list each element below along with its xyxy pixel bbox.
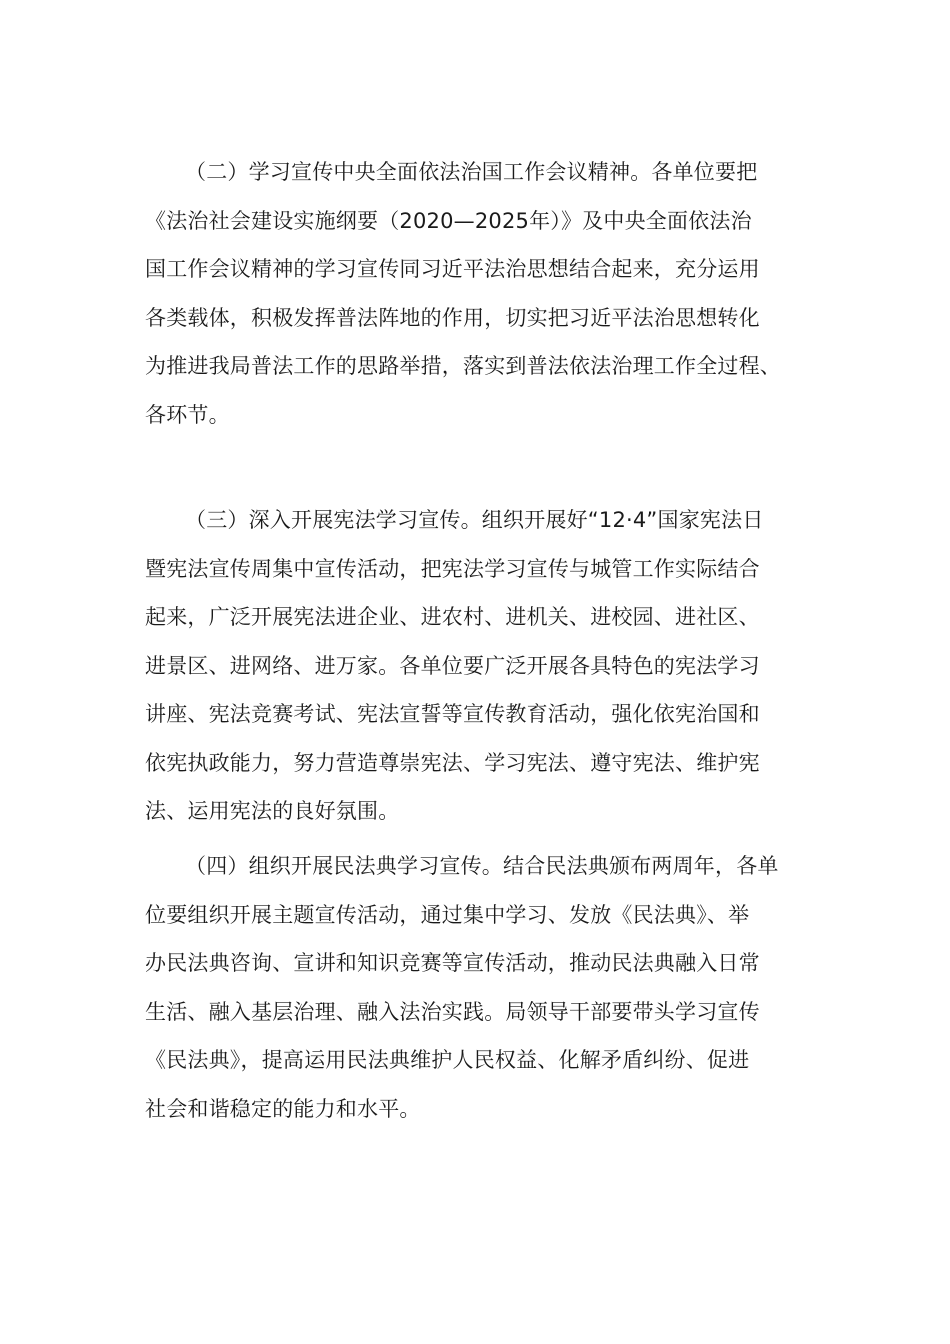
paragraph-line: （二）学习宣传中央全面依法治国工作会议精神。各单位要把	[185, 160, 758, 184]
paragraph-section-two	[145, 148, 835, 439]
paragraph-line: 讲座、宪法竞赛考试、宪法宣誓等宣传教育活动，强化依宪治国和	[145, 702, 760, 726]
paragraph-line: 暨宪法宣传周集中宣传活动，把宪法学习宣传与城管工作实际结合	[145, 556, 760, 581]
paragraph-line: 位要组织开展主题宣传活动，通过集中学习、发放《民法典》、举	[145, 902, 750, 927]
paragraph-section-four	[145, 842, 835, 1133]
paragraph-line: 法、运用宪法的良好氛围。	[145, 799, 400, 823]
paragraph-line: 国工作会议精神的学习宣传同习近平法治思想结合起来，充分运用	[145, 257, 760, 281]
paragraph-line: 各环节。	[145, 402, 230, 427]
paragraph-line: 依宪执政能力，努力营造尊崇宪法、学习宪法、遵守宪法、维护宪	[145, 750, 760, 775]
paragraph-line: 办民法典咨询、宣讲和知识竞赛等宣传活动，推动民法典融入日常	[145, 951, 760, 975]
paragraph-line: 起来，广泛开展宪法进企业、进农村、进机关、进校园、进社区、	[145, 605, 760, 629]
paragraph-line: 《民法典》，提高运用民法典维护人民权益、化解矛盾纠纷、促进	[145, 1048, 750, 1072]
paragraph-line: （四）组织开展民法典学习宣传。结合民法典颁布两周年，各单	[185, 854, 779, 878]
paragraph-section-three	[145, 496, 835, 836]
paragraph-line: 社会和谐稳定的能力和水平。	[145, 1096, 421, 1121]
paragraph-line: 为推进我局普法工作的思路举措，落实到普法依法治理工作全过程、	[145, 354, 781, 378]
paragraph-line: 各类载体，积极发挥普法阵地的作用，切实把习近平法治思想转化	[145, 305, 760, 330]
paragraph-line: 生活、融入基层治理、融入法治实践。局领导干部要带头学习宣传	[145, 999, 760, 1024]
paragraph-line: 《法治社会建设实施纲要（2020—2025年）》及中央全面依法治	[145, 208, 752, 233]
paragraph-line: 进景区、进网络、进万家。各单位要广泛开展各具特色的宪法学习	[145, 653, 760, 678]
paragraph-line: （三）深入开展宪法学习宣传。组织开展好“12·4”国家宪法日	[185, 508, 764, 532]
